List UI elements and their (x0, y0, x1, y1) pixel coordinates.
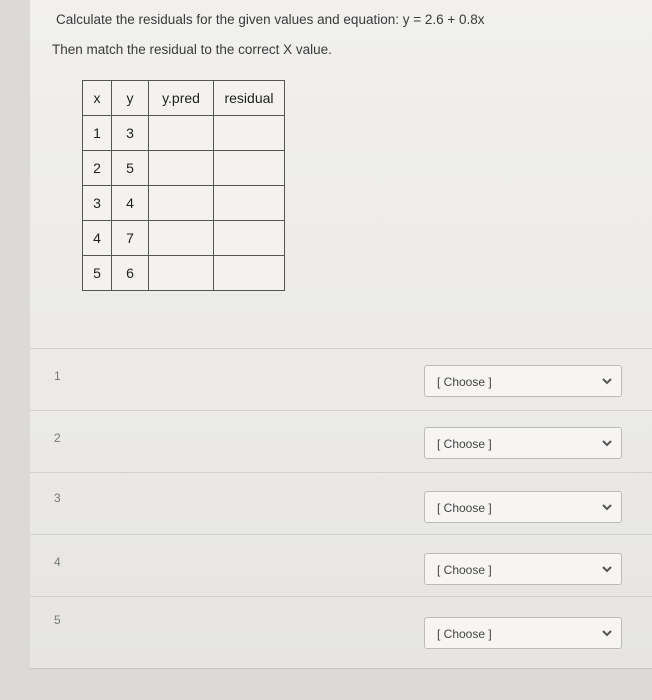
table-row (83, 116, 285, 151)
table-row (83, 151, 285, 186)
select-value: [ Choose ] (437, 375, 492, 389)
cell-residual (214, 221, 285, 256)
chevron-down-icon (601, 501, 613, 513)
select-value: [ Choose ] (437, 627, 492, 641)
cell-x: 3 (83, 186, 112, 221)
cell-ypred (149, 151, 214, 186)
match-number: 5 (54, 613, 61, 627)
match-number: 1 (54, 369, 61, 383)
header-x: x (83, 81, 112, 116)
chevron-down-icon (601, 375, 613, 387)
cell-x: 1 (83, 116, 112, 151)
chevron-down-icon (601, 437, 613, 449)
cell-y: 6 (112, 256, 149, 291)
table-header-row (83, 81, 285, 116)
cell-y: 3 (112, 116, 149, 151)
cell-residual (214, 256, 285, 291)
cell-ypred (149, 186, 214, 221)
match-row (30, 348, 652, 411)
cell-y: 5 (112, 151, 149, 186)
cell-x: 4 (83, 221, 112, 256)
cell-residual (214, 186, 285, 221)
select-value: [ Choose ] (437, 563, 492, 577)
header-ypred: y.pred (149, 81, 214, 116)
cell-residual (214, 151, 285, 186)
select-value: [ Choose ] (437, 501, 492, 515)
match-number: 4 (54, 555, 61, 569)
choose-select-3[interactable] (424, 491, 622, 523)
header-residual: residual (214, 81, 285, 116)
match-row (30, 534, 652, 597)
question-instruction: Calculate the residuals for the given values and equation: y = 2.6 + 0.8x (56, 12, 485, 27)
match-row (30, 410, 652, 473)
table-row (83, 186, 285, 221)
header-y: y (112, 81, 149, 116)
choose-select-4[interactable] (424, 553, 622, 585)
choose-select-5[interactable] (424, 617, 622, 649)
question-subinstruction: Then match the residual to the correct X value. (52, 42, 332, 57)
chevron-down-icon (601, 627, 613, 639)
cell-ypred (149, 221, 214, 256)
cell-x: 5 (83, 256, 112, 291)
cell-ypred (149, 256, 214, 291)
chevron-down-icon (601, 563, 613, 575)
choose-select-1[interactable] (424, 365, 622, 397)
choose-select-2[interactable] (424, 427, 622, 459)
cell-y: 4 (112, 186, 149, 221)
match-row (30, 596, 652, 659)
cell-ypred (149, 116, 214, 151)
match-row (30, 472, 652, 535)
select-value: [ Choose ] (437, 437, 492, 451)
residual-table (82, 80, 285, 291)
cell-residual (214, 116, 285, 151)
match-number: 3 (54, 491, 61, 505)
question-sheet (30, 0, 652, 669)
cell-y: 7 (112, 221, 149, 256)
table-row (83, 256, 285, 291)
table-row (83, 221, 285, 256)
cell-x: 2 (83, 151, 112, 186)
match-number: 2 (54, 431, 61, 445)
